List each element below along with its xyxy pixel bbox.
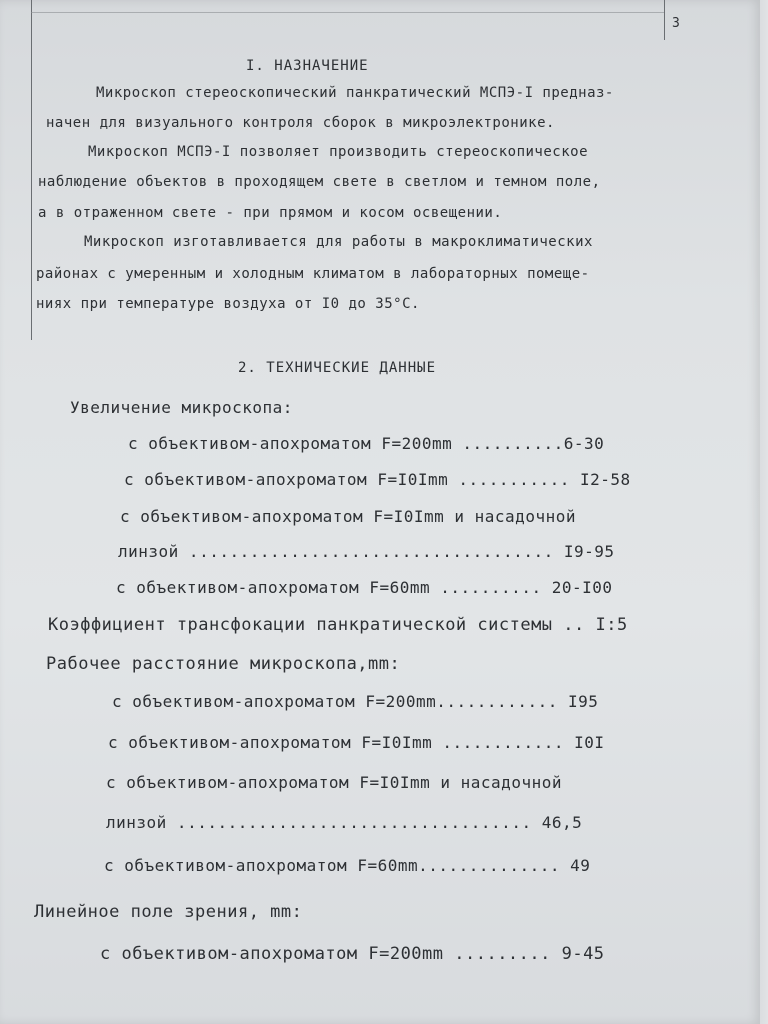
paragraph-line: Микроскоп МСПЭ-I позволяет производить стереоскопическое — [88, 144, 589, 160]
spec-line: с объективом-апохроматом F=200mm ......... 9-45 — [100, 944, 605, 964]
frame-line-top — [31, 12, 664, 13]
spec-line: с объективом-апохроматом F=I0Imm и насадочной — [120, 507, 576, 526]
paragraph-line: наблюдение объектов в проходящем свете в светлом и темном поле, — [38, 174, 601, 190]
spec-line: с объективом-апохроматом F=I0Imm ........... I2-58 — [124, 470, 631, 489]
frame-line-left — [31, 0, 32, 340]
spec-line: Коэффициент трансфокации панкратической системы .. I:5 — [48, 615, 628, 635]
spec-line: с объективом-апохроматом F=60mm.............. 49 — [104, 856, 591, 875]
spec-line: с объективом-апохроматом F=I0Imm и насадочной — [106, 773, 562, 792]
section-2-heading: 2. ТЕХНИЧЕСКИЕ ДАННЫЕ — [238, 360, 437, 376]
paragraph-line: начен для визуального контроля сборок в микроэлектронике. — [46, 115, 555, 131]
paragraph-line: ниях при температуре воздуха от I0 до 35°С. — [36, 296, 420, 312]
spec-line: с объективом-апохроматом F=I0Imm ............ I0I — [108, 733, 605, 752]
spec-line: линзой .................................... I9-95 — [118, 542, 615, 561]
paragraph-line: Микроскоп изготавливается для работы в макроклиматических — [84, 234, 593, 250]
paragraph-line: а в отраженном свете - при прямом и косом освещении. — [38, 205, 503, 221]
spec-line: линзой ................................... 46,5 — [106, 813, 583, 832]
paragraph-line: Микроскоп стереоскопический панкратический МСПЭ-I предназ- — [96, 85, 614, 101]
spec-line: с объективом-апохроматом F=200mm ..........6-30 — [128, 434, 605, 453]
page-number: 3 — [672, 16, 680, 31]
spec-line: с объективом-апохроматом F=200mm............ I95 — [112, 692, 599, 711]
section-1-heading: I. НАЗНАЧЕНИЕ — [246, 58, 369, 74]
frame-line-right — [664, 0, 665, 40]
spec-group-label: Рабочее расстояние микроскопа,mm: — [46, 654, 401, 674]
spec-group-label: Линейное поле зрения, mm: — [34, 902, 303, 922]
spec-line: с объективом-апохроматом F=60mm .......... 20-I00 — [116, 578, 613, 597]
paragraph-line: районах с умеренным и холодным климатом в лабораторных помеще- — [36, 266, 590, 282]
spec-group-label: Увеличение микроскопа: — [70, 398, 293, 417]
